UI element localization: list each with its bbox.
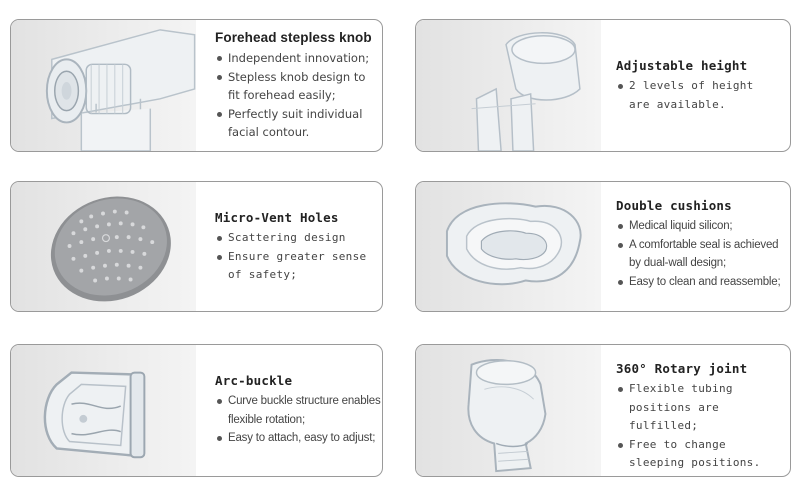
bullet-item: Easy to clean and reassemble; bbox=[616, 273, 786, 292]
feature-text bbox=[616, 361, 784, 473]
feature-card-arc-buckle bbox=[10, 344, 383, 477]
feature-text bbox=[215, 210, 376, 285]
bullet-item: Perfectly suit individual facial contour. bbox=[215, 105, 376, 142]
feature-card-double-cushions bbox=[415, 181, 791, 312]
rotary-joint-image bbox=[416, 345, 601, 476]
feature-text bbox=[215, 30, 376, 142]
bullet-item: 2 levels of height are available. bbox=[616, 77, 766, 114]
arc-buckle-image bbox=[11, 345, 196, 476]
feature-bullets bbox=[616, 77, 766, 114]
bullet-item: Easy to attach, easy to adjust; bbox=[215, 429, 381, 448]
feature-title: Micro-Vent Holes bbox=[215, 210, 339, 225]
feature-title: 360° Rotary joint bbox=[616, 361, 748, 376]
feature-title: Arc-buckle bbox=[215, 373, 293, 388]
bullet-item: Free to change sleeping positions. bbox=[616, 436, 786, 473]
feature-card-rotary-joint bbox=[415, 344, 791, 477]
feature-text bbox=[215, 373, 381, 448]
feature-bullets bbox=[616, 380, 786, 473]
feature-bullets bbox=[215, 392, 381, 448]
feature-text bbox=[616, 198, 784, 291]
adjustable-height-image bbox=[416, 20, 601, 151]
bullet-item: Ensure greater sense of safety; bbox=[215, 248, 373, 285]
feature-bullets bbox=[616, 217, 786, 291]
forehead-knob-image bbox=[11, 20, 196, 151]
bullet-item: Flexible tubing positions are fulfilled; bbox=[616, 380, 786, 436]
bullet-item: Independent innovation; bbox=[215, 49, 376, 68]
feature-title: Forehead stepless knob bbox=[215, 30, 372, 45]
feature-text bbox=[616, 58, 784, 114]
bullet-item: Scattering design bbox=[215, 229, 373, 248]
double-cushion-image bbox=[416, 182, 601, 311]
bullet-item: Medical liquid silicon; bbox=[616, 217, 786, 236]
micro-vent-disc-image bbox=[11, 182, 196, 311]
bullet-item: A comfortable seal is achieved by dual-wall design; bbox=[616, 236, 786, 273]
feature-title: Double cushions bbox=[616, 198, 732, 213]
feature-title: Adjustable height bbox=[616, 58, 748, 73]
feature-card-adjustable-height bbox=[415, 19, 791, 152]
feature-card-forehead-knob bbox=[10, 19, 383, 152]
bullet-item: Stepless knob design to fit forehead easily; bbox=[215, 68, 376, 105]
feature-bullets bbox=[215, 229, 373, 285]
feature-bullets bbox=[215, 49, 376, 142]
feature-card-micro-vent bbox=[10, 181, 383, 312]
bullet-item: Curve buckle structure enables flexible rotation; bbox=[215, 392, 381, 429]
